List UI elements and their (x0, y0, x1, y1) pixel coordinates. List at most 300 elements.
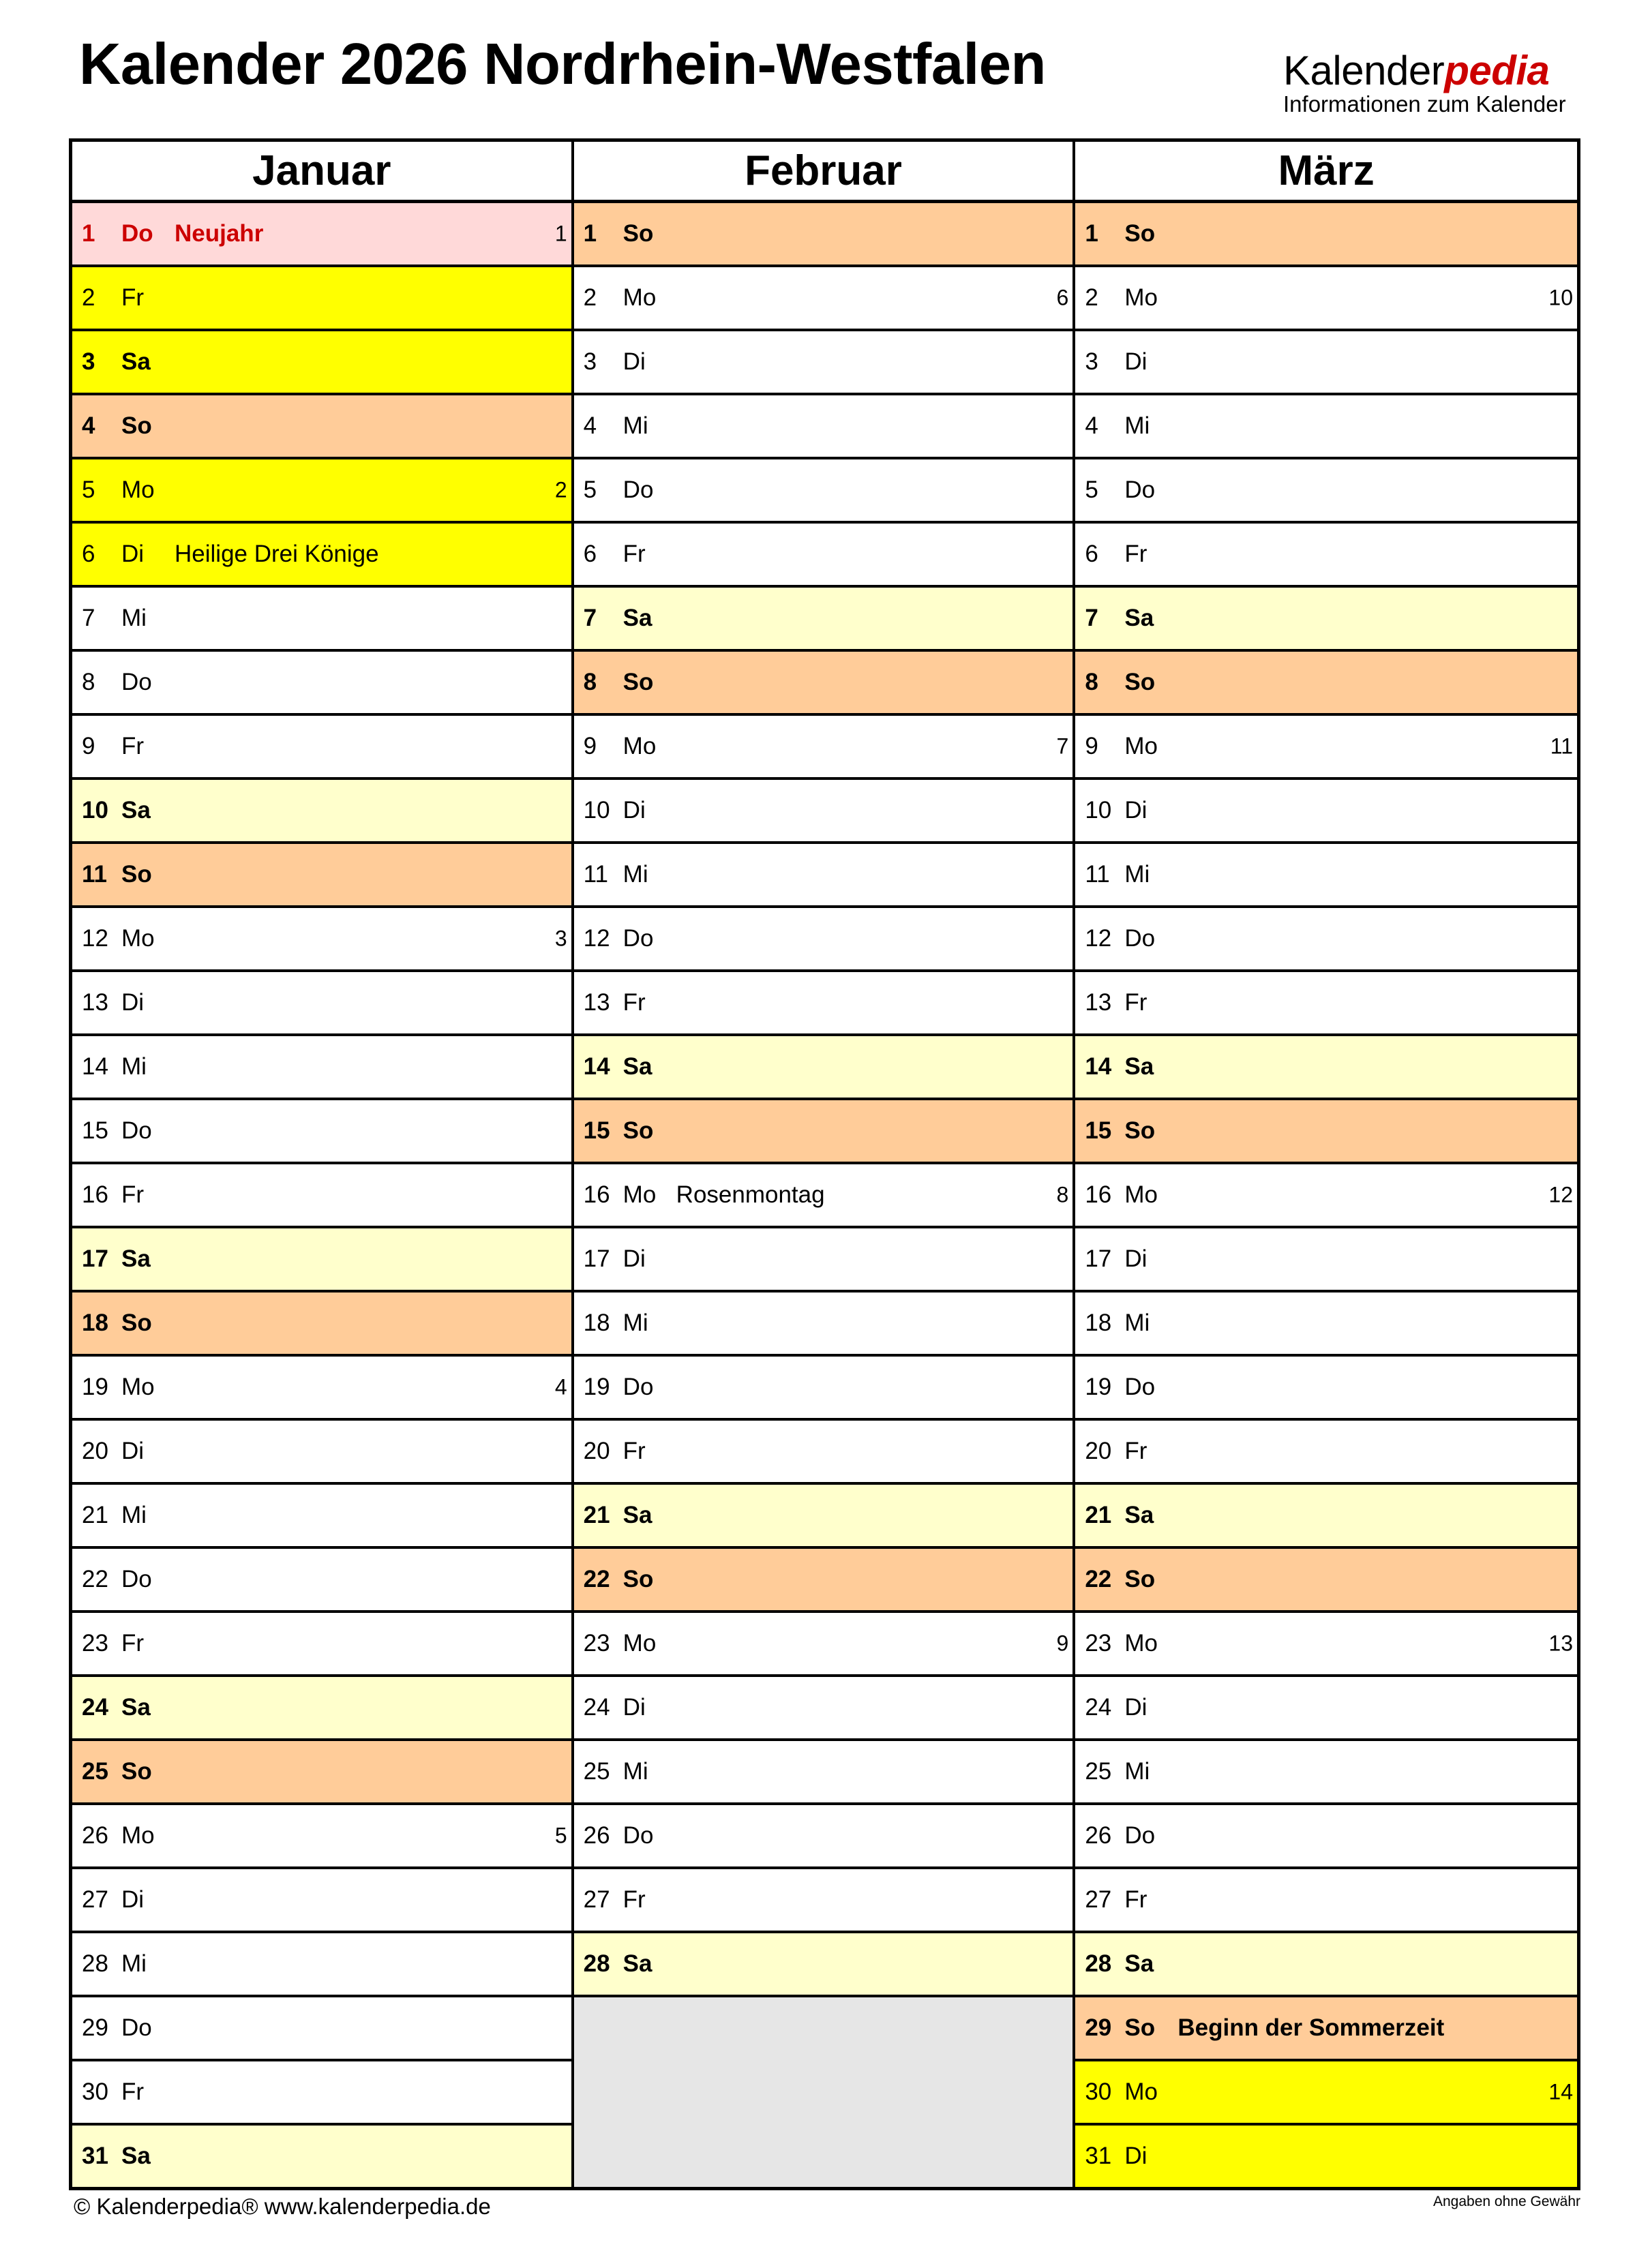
day-number: 5 (1085, 477, 1098, 503)
month-header: März (1075, 142, 1577, 203)
weekday-label: Sa (121, 797, 151, 823)
day-number: 6 (1085, 541, 1098, 567)
day-row[interactable] (574, 203, 1073, 267)
month-header: Januar (72, 142, 571, 203)
day-number: 25 (583, 1758, 610, 1785)
day-number: 9 (82, 733, 95, 759)
day-row[interactable] (1075, 1741, 1577, 1805)
weekday-label: Fr (622, 989, 646, 1016)
day-number: 15 (583, 1117, 610, 1144)
day-row[interactable] (574, 267, 1073, 331)
weekday-label: Sa (1124, 1053, 1154, 1080)
event-label: Heilige Drei Könige (175, 541, 379, 567)
weekday-label: Do (121, 2014, 152, 2041)
weekday-label: Sa (1124, 1502, 1154, 1528)
day-number: 19 (583, 1374, 610, 1400)
weekday-label: Sa (121, 1694, 151, 1721)
day-row[interactable] (1075, 2126, 1577, 2187)
day-number: 21 (82, 1502, 108, 1528)
day-row[interactable] (72, 908, 571, 972)
weekday-label: Sa (622, 1502, 652, 1528)
day-number: 11 (583, 861, 609, 888)
day-row[interactable] (1075, 1869, 1577, 1933)
weekday-label: Mi (622, 861, 648, 888)
day-row[interactable] (1075, 1677, 1577, 1741)
weekday-label: Fr (622, 1886, 646, 1913)
weekday-label: Do (121, 669, 152, 695)
weekday-label: Do (622, 477, 654, 503)
weekday-label: Mo (1124, 733, 1158, 759)
weekday-label: Mo (622, 1630, 657, 1657)
day-row[interactable] (1075, 1164, 1577, 1228)
day-row[interactable] (72, 1357, 571, 1421)
day-row[interactable] (72, 1228, 571, 1292)
week-number: 6 (1056, 285, 1069, 310)
day-row[interactable] (72, 652, 571, 716)
day-row[interactable] (574, 908, 1073, 972)
logo-wordmark (1283, 50, 1576, 91)
day-number: 21 (1085, 1502, 1112, 1528)
weekday-label: Do (121, 220, 153, 247)
weekday-label: Fr (121, 733, 145, 759)
day-row[interactable] (1075, 1997, 1577, 2061)
day-row[interactable] (1075, 524, 1577, 588)
day-row[interactable] (72, 1485, 571, 1549)
day-row[interactable] (574, 844, 1073, 908)
day-number: 24 (583, 1694, 610, 1721)
day-number: 23 (82, 1630, 108, 1657)
weekday-label: So (121, 861, 152, 888)
day-number: 10 (82, 797, 108, 823)
day-row[interactable] (72, 524, 571, 588)
weekday-label: Di (622, 1245, 646, 1272)
day-number: 17 (583, 1245, 610, 1272)
weekday-label: Mo (622, 284, 657, 311)
day-row[interactable] (574, 588, 1073, 652)
day-row[interactable] (72, 1421, 571, 1485)
day-row[interactable] (574, 1549, 1073, 1613)
day-number: 1 (1085, 220, 1098, 247)
event-label: Rosenmontag (676, 1181, 825, 1208)
weekday-label: Mo (121, 1374, 155, 1400)
day-row[interactable] (574, 716, 1073, 780)
weekday-label: Do (1124, 1374, 1156, 1400)
weekday-label: Do (622, 1822, 654, 1849)
day-row[interactable] (574, 1164, 1073, 1228)
day-row[interactable] (574, 1485, 1073, 1549)
week-number: 3 (554, 926, 567, 951)
day-row[interactable] (72, 395, 571, 459)
day-row[interactable] (1075, 1357, 1577, 1421)
day-number: 26 (583, 1822, 610, 1849)
weekday-label: So (1124, 220, 1156, 247)
weekday-label: Sa (622, 1950, 652, 1977)
week-number: 13 (1548, 1631, 1573, 1656)
day-number: 3 (583, 348, 597, 375)
day-row[interactable] (574, 1100, 1073, 1164)
day-row[interactable] (1075, 972, 1577, 1036)
day-row[interactable] (72, 1933, 571, 1997)
day-row[interactable] (1075, 1421, 1577, 1485)
day-number: 7 (583, 605, 597, 631)
day-row[interactable] (1075, 908, 1577, 972)
day-number: 18 (1085, 1310, 1112, 1336)
day-number: 2 (1085, 284, 1098, 311)
week-number: 11 (1550, 734, 1573, 759)
empty-days-filler (574, 1997, 1073, 2187)
weekday-label: Mi (121, 605, 147, 631)
day-number: 26 (82, 1822, 108, 1849)
day-row[interactable] (574, 395, 1073, 459)
weekday-label: Di (622, 348, 646, 375)
day-row[interactable] (72, 844, 571, 908)
weekday-label: So (121, 1310, 152, 1336)
day-row[interactable] (574, 1933, 1073, 1997)
day-number: 20 (583, 1438, 610, 1464)
weekday-label: Sa (622, 1053, 652, 1080)
day-number: 26 (1085, 1822, 1112, 1849)
day-number: 17 (1085, 1245, 1112, 1272)
weekday-label: Di (121, 989, 145, 1016)
day-row[interactable] (1075, 1613, 1577, 1677)
weekday-label: Fr (1124, 989, 1148, 1016)
day-row[interactable] (1075, 1549, 1577, 1613)
day-number: 23 (583, 1630, 610, 1657)
day-row[interactable] (574, 1869, 1073, 1933)
weekday-label: Mo (121, 925, 155, 952)
day-number: 11 (1085, 861, 1110, 888)
weekday-label: Mo (622, 733, 657, 759)
logo-accent-text: pedia (1444, 48, 1550, 93)
day-number: 28 (1085, 1950, 1112, 1977)
day-row[interactable] (1075, 1933, 1577, 1997)
day-number: 30 (82, 2078, 108, 2105)
month-column-1 (574, 142, 1076, 2187)
weekday-label: Di (1124, 2143, 1148, 2169)
logo-subtitle: Informationen zum Kalender (1283, 91, 1566, 117)
day-number: 15 (1085, 1117, 1112, 1144)
day-row[interactable] (1075, 1805, 1577, 1869)
day-number: 2 (583, 284, 597, 311)
day-number: 22 (583, 1566, 610, 1592)
day-number: 22 (82, 1566, 108, 1592)
weekday-label: Fr (121, 1630, 145, 1657)
day-number: 25 (82, 1758, 108, 1785)
day-number: 24 (82, 1694, 108, 1721)
kalenderpedia-logo (1283, 50, 1576, 117)
day-number: 16 (583, 1181, 610, 1208)
weekday-label: So (1124, 1566, 1156, 1592)
weekday-label: Mo (622, 1181, 657, 1208)
day-number: 9 (583, 733, 597, 759)
week-number: 8 (1056, 1182, 1069, 1207)
weekday-label: Do (622, 925, 654, 952)
day-row[interactable] (574, 331, 1073, 395)
day-row[interactable] (1075, 1228, 1577, 1292)
day-number: 3 (1085, 348, 1098, 375)
weekday-label: Sa (121, 1245, 151, 1272)
day-number: 19 (82, 1374, 108, 1400)
weekday-label: Mi (121, 1053, 147, 1080)
day-number: 31 (1085, 2143, 1112, 2169)
weekday-label: Mi (1124, 412, 1150, 439)
page-title: Kalender 2026 Nordrhein-Westfalen (79, 32, 1046, 97)
weekday-label: Do (1124, 925, 1156, 952)
day-number: 20 (82, 1438, 108, 1464)
weekday-label: Mi (121, 1950, 147, 1977)
weekday-label: So (121, 1758, 152, 1785)
weekday-label: Di (121, 1438, 145, 1464)
weekday-label: So (1124, 2014, 1156, 2041)
copyright-footer: © Kalenderpedia® www.kalenderpedia.de (74, 2194, 491, 2219)
weekday-label: Do (1124, 1822, 1156, 1849)
day-row[interactable] (72, 1613, 571, 1677)
day-number: 12 (82, 925, 108, 952)
day-row[interactable] (1075, 203, 1577, 267)
day-number: 21 (583, 1502, 610, 1528)
week-number: 14 (1548, 2079, 1573, 2104)
weekday-label: Di (121, 1886, 145, 1913)
day-number: 11 (82, 861, 107, 888)
day-row[interactable] (574, 1421, 1073, 1485)
day-row[interactable] (574, 1613, 1073, 1677)
day-number: 6 (583, 541, 597, 567)
event-label: Neujahr (175, 220, 264, 247)
day-row[interactable] (72, 1292, 571, 1357)
day-row[interactable] (574, 1805, 1073, 1869)
day-number: 8 (82, 669, 95, 695)
day-row[interactable] (72, 1741, 571, 1805)
day-row[interactable] (72, 331, 571, 395)
day-number: 16 (1085, 1181, 1112, 1208)
month-column-0 (72, 142, 574, 2187)
day-number: 14 (82, 1053, 108, 1080)
day-number: 29 (1085, 2014, 1112, 2041)
day-number: 14 (1085, 1053, 1112, 1080)
day-number: 13 (82, 989, 108, 1016)
day-row[interactable] (1075, 844, 1577, 908)
day-number: 16 (82, 1181, 108, 1208)
day-number: 8 (583, 669, 597, 695)
day-number: 22 (1085, 1566, 1112, 1592)
day-row[interactable] (574, 1677, 1073, 1741)
event-label: Beginn der Sommerzeit (1178, 2014, 1445, 2041)
weekday-label: Mi (1124, 1758, 1150, 1785)
day-row[interactable] (72, 972, 571, 1036)
day-row[interactable] (1075, 716, 1577, 780)
weekday-label: So (622, 669, 654, 695)
day-number: 7 (82, 605, 95, 631)
weekday-label: Fr (1124, 1438, 1148, 1464)
weekday-label: Mo (1124, 1630, 1158, 1657)
weekday-label: Do (121, 1566, 152, 1592)
weekday-label: Fr (622, 1438, 646, 1464)
day-row[interactable] (72, 267, 571, 331)
day-row[interactable] (72, 1036, 571, 1100)
day-row[interactable] (1075, 1292, 1577, 1357)
weekday-label: Fr (121, 284, 145, 311)
weekday-label: So (1124, 669, 1156, 695)
weekday-label: So (121, 412, 152, 439)
day-number: 3 (82, 348, 95, 375)
weekday-label: Sa (622, 605, 652, 631)
day-row[interactable] (574, 652, 1073, 716)
week-number: 10 (1548, 285, 1573, 310)
day-number: 19 (1085, 1374, 1112, 1400)
weekday-label: Fr (622, 541, 646, 567)
weekday-label: So (622, 1117, 654, 1144)
weekday-label: So (622, 220, 654, 247)
day-number: 30 (1085, 2078, 1112, 2105)
day-row[interactable] (1075, 1485, 1577, 1549)
weekday-label: Fr (1124, 1886, 1148, 1913)
day-number: 6 (82, 541, 95, 567)
day-number: 12 (583, 925, 610, 952)
weekday-label: Sa (1124, 1950, 1154, 1977)
weekday-label: Mo (121, 1822, 155, 1849)
weekday-label: Di (121, 541, 145, 567)
day-row[interactable] (72, 1869, 571, 1933)
weekday-label: Sa (1124, 605, 1154, 631)
day-row[interactable] (1075, 395, 1577, 459)
day-row[interactable] (72, 203, 571, 267)
day-row[interactable] (72, 780, 571, 844)
calendar-grid (69, 138, 1580, 2190)
day-number: 31 (82, 2143, 108, 2169)
day-number: 28 (583, 1950, 610, 1977)
day-number: 28 (82, 1950, 108, 1977)
weekday-label: Di (622, 1694, 646, 1721)
day-row[interactable] (574, 1357, 1073, 1421)
day-number: 27 (583, 1886, 610, 1913)
day-row[interactable] (72, 1805, 571, 1869)
day-number: 12 (1085, 925, 1112, 952)
day-row[interactable] (72, 1677, 571, 1741)
disclaimer-footer: Angaben ohne Gewähr (1433, 2194, 1580, 2209)
day-number: 18 (82, 1310, 108, 1336)
day-row[interactable] (72, 1549, 571, 1613)
week-number: 12 (1548, 1182, 1573, 1207)
weekday-label: Fr (1124, 541, 1148, 567)
weekday-label: Di (1124, 797, 1148, 823)
day-number: 5 (583, 477, 597, 503)
month-header: Februar (574, 142, 1073, 203)
day-row[interactable] (1075, 780, 1577, 844)
day-row[interactable] (1075, 331, 1577, 395)
weekday-label: Mi (622, 1758, 648, 1785)
day-row[interactable] (72, 2126, 571, 2187)
day-number: 9 (1085, 733, 1098, 759)
day-number: 4 (1085, 412, 1098, 439)
day-number: 29 (82, 2014, 108, 2041)
day-row[interactable] (574, 972, 1073, 1036)
day-number: 5 (82, 477, 95, 503)
week-number: 2 (554, 477, 567, 502)
day-number: 23 (1085, 1630, 1112, 1657)
week-number: 1 (554, 221, 567, 246)
day-number: 13 (583, 989, 610, 1016)
day-number: 15 (82, 1117, 108, 1144)
day-row[interactable] (574, 524, 1073, 588)
day-row[interactable] (1075, 1036, 1577, 1100)
day-number: 7 (1085, 605, 1098, 631)
day-number: 4 (583, 412, 597, 439)
day-number: 2 (82, 284, 95, 311)
day-row[interactable] (72, 588, 571, 652)
weekday-label: Do (121, 1117, 152, 1144)
week-number: 4 (554, 1374, 567, 1400)
day-number: 24 (1085, 1694, 1112, 1721)
day-number: 4 (82, 412, 95, 439)
weekday-label: Sa (121, 2143, 151, 2169)
weekday-label: Mo (1124, 284, 1158, 311)
day-number: 25 (1085, 1758, 1112, 1785)
day-number: 8 (1085, 669, 1098, 695)
day-row[interactable] (1075, 588, 1577, 652)
weekday-label: Mi (121, 1502, 147, 1528)
day-number: 20 (1085, 1438, 1112, 1464)
day-number: 1 (82, 220, 95, 247)
day-row[interactable] (72, 716, 571, 780)
day-row[interactable] (1075, 1100, 1577, 1164)
day-row[interactable] (574, 780, 1073, 844)
day-row[interactable] (1075, 2061, 1577, 2126)
day-number: 18 (583, 1310, 610, 1336)
weekday-label: Mi (1124, 1310, 1150, 1336)
day-row[interactable] (1075, 652, 1577, 716)
weekday-label: Sa (121, 348, 151, 375)
month-column-2 (1075, 142, 1577, 2187)
day-row[interactable] (72, 459, 571, 524)
day-row[interactable] (574, 1741, 1073, 1805)
weekday-label: Mi (1124, 861, 1150, 888)
day-number: 1 (583, 220, 597, 247)
day-row[interactable] (72, 2061, 571, 2126)
day-row[interactable] (72, 1164, 571, 1228)
week-number: 7 (1056, 734, 1069, 759)
day-number: 17 (82, 1245, 108, 1272)
weekday-label: Di (1124, 1694, 1148, 1721)
weekday-label: Di (1124, 1245, 1148, 1272)
day-number: 27 (82, 1886, 108, 1913)
weekday-label: Di (622, 797, 646, 823)
weekday-label: Fr (121, 1181, 145, 1208)
day-number: 10 (1085, 797, 1112, 823)
logo-main-text: Kalender (1283, 48, 1445, 93)
weekday-label: So (1124, 1117, 1156, 1144)
day-number: 27 (1085, 1886, 1112, 1913)
weekday-label: Mo (121, 477, 155, 503)
week-number: 9 (1056, 1631, 1069, 1656)
weekday-label: So (622, 1566, 654, 1592)
week-number: 5 (554, 1823, 567, 1848)
weekday-label: Fr (121, 2078, 145, 2105)
day-row[interactable] (1075, 267, 1577, 331)
day-row[interactable] (574, 459, 1073, 524)
day-row[interactable] (72, 1997, 571, 2061)
day-number: 14 (583, 1053, 610, 1080)
weekday-label: Do (622, 1374, 654, 1400)
day-row[interactable] (574, 1036, 1073, 1100)
day-number: 13 (1085, 989, 1112, 1016)
weekday-label: Mi (622, 1310, 648, 1336)
day-row[interactable] (1075, 459, 1577, 524)
day-row[interactable] (574, 1292, 1073, 1357)
weekday-label: Di (1124, 348, 1148, 375)
day-row[interactable] (72, 1100, 571, 1164)
day-row[interactable] (574, 1228, 1073, 1292)
weekday-label: Mo (1124, 1181, 1158, 1208)
